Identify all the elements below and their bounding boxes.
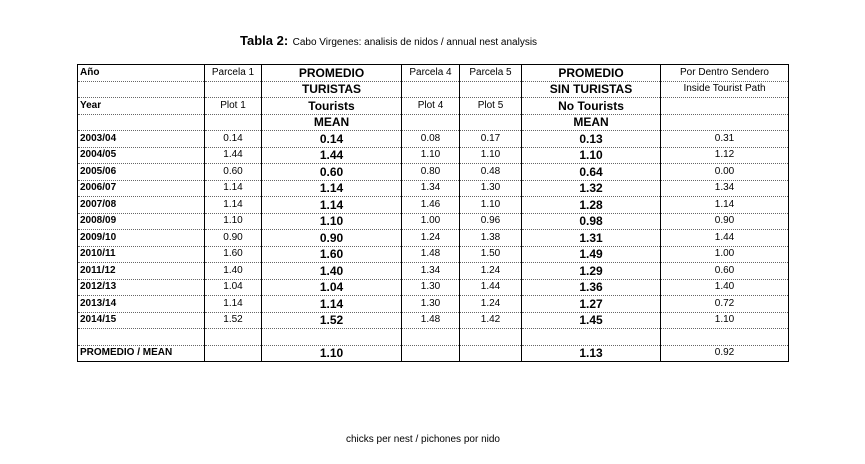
table-row-cell-0: 2014/15 [78, 312, 205, 329]
table-row-cell-6: 1.00 [661, 246, 789, 263]
table-row-cell-1: 1.40 [205, 263, 262, 280]
summary-row-cell-1 [205, 345, 262, 362]
blank-row [78, 329, 789, 346]
table-row-cell-0: 2003/04 [78, 131, 205, 148]
table-row-cell-6: 0.60 [661, 263, 789, 280]
table-row-cell-4: 1.30 [460, 180, 522, 197]
table-row-cell-6: 1.34 [661, 180, 789, 197]
table-row-cell-4: 1.42 [460, 312, 522, 329]
table-row-cell-0: 2013/14 [78, 296, 205, 313]
table-row-cell-6: 1.44 [661, 230, 789, 247]
table-row-cell-1: 1.04 [205, 279, 262, 296]
summary-row-cell-2: 1.10 [262, 345, 402, 362]
summary-row-cell-5: 1.13 [522, 345, 661, 362]
table-row-cell-3: 1.30 [402, 279, 460, 296]
header-row-cell-5: No Tourists [522, 98, 661, 115]
table-row-cell-4: 0.17 [460, 131, 522, 148]
table-row-cell-6: 1.12 [661, 147, 789, 164]
table-title [240, 32, 537, 50]
header-row-cell-5: PROMEDIO [522, 65, 661, 82]
header-row-cell-2: MEAN [262, 114, 402, 131]
header-row-cell-0 [78, 81, 205, 98]
blank-row-cell-1 [205, 329, 262, 346]
summary-row-cell-4 [460, 345, 522, 362]
summary-row-cell-0: PROMEDIO / MEAN [78, 345, 205, 362]
table-title-prefix: Tabla 2: [240, 33, 289, 48]
header-row-cell-4: Parcela 5 [460, 65, 522, 82]
header-row-cell-0: Year [78, 98, 205, 115]
table-row-cell-1: 1.14 [205, 180, 262, 197]
table-row-cell-0: 2011/12 [78, 263, 205, 280]
summary-row-cell-6: 0.92 [661, 345, 789, 362]
table-row-cell-0: 2009/10 [78, 230, 205, 247]
table-row-cell-4: 1.24 [460, 296, 522, 313]
table-row-cell-1: 0.60 [205, 164, 262, 181]
table-row-cell-2: 1.04 [262, 279, 402, 296]
table-row-cell-5: 1.27 [522, 296, 661, 313]
table-row-cell-0: 2008/09 [78, 213, 205, 230]
table-row-cell-2: 1.14 [262, 180, 402, 197]
table-row-cell-5: 1.49 [522, 246, 661, 263]
table-row-cell-0: 2012/13 [78, 279, 205, 296]
header-row [78, 114, 789, 131]
table-row-cell-4: 1.38 [460, 230, 522, 247]
header-row-cell-4 [460, 81, 522, 98]
header-row-cell-0: Año [78, 65, 205, 82]
table-row-cell-2: 1.44 [262, 147, 402, 164]
header-row-cell-2: PROMEDIO [262, 65, 402, 82]
header-row-cell-4: Plot 5 [460, 98, 522, 115]
header-row-cell-5: MEAN [522, 114, 661, 131]
table-row-cell-2: 0.90 [262, 230, 402, 247]
table-row-cell-0: 2007/08 [78, 197, 205, 214]
header-row-cell-4 [460, 114, 522, 131]
table-row-cell-0: 2005/06 [78, 164, 205, 181]
table-row-cell-1: 1.60 [205, 246, 262, 263]
blank-row-cell-6 [661, 329, 789, 346]
table-row-cell-5: 1.29 [522, 263, 661, 280]
blank-row-cell-2 [262, 329, 402, 346]
header-row-cell-5: SIN TURISTAS [522, 81, 661, 98]
table-row-cell-3: 1.24 [402, 230, 460, 247]
table-row-cell-5: 1.10 [522, 147, 661, 164]
blank-row-cell-4 [460, 329, 522, 346]
table-row-cell-3: 1.48 [402, 246, 460, 263]
table-row-cell-2: 1.14 [262, 296, 402, 313]
table-row-cell-4: 0.48 [460, 164, 522, 181]
table-row [78, 279, 789, 296]
table-row-cell-3: 1.10 [402, 147, 460, 164]
nest-analysis-table [77, 64, 789, 362]
header-row-cell-3: Plot 4 [402, 98, 460, 115]
table-row-cell-6: 0.31 [661, 131, 789, 148]
header-row-cell-6 [661, 114, 789, 131]
table-row-cell-6: 0.90 [661, 213, 789, 230]
header-row-cell-1: Plot 1 [205, 98, 262, 115]
table-row-cell-2: 1.40 [262, 263, 402, 280]
table-row-cell-1: 1.14 [205, 296, 262, 313]
header-row-cell-3: Parcela 4 [402, 65, 460, 82]
table-row-cell-3: 0.08 [402, 131, 460, 148]
table-row [78, 263, 789, 280]
table-row-cell-3: 1.00 [402, 213, 460, 230]
header-row-cell-1: Parcela 1 [205, 65, 262, 82]
table-row [78, 197, 789, 214]
table-row [78, 131, 789, 148]
table-row-cell-4: 1.44 [460, 279, 522, 296]
table-row-cell-1: 0.90 [205, 230, 262, 247]
table-row-cell-6: 0.00 [661, 164, 789, 181]
table-row-cell-4: 1.10 [460, 147, 522, 164]
table-row-cell-5: 0.98 [522, 213, 661, 230]
table-row-cell-5: 1.28 [522, 197, 661, 214]
table-row-cell-3: 0.80 [402, 164, 460, 181]
header-row-cell-3 [402, 81, 460, 98]
table-row-cell-3: 1.48 [402, 312, 460, 329]
header-row-cell-2: TURISTAS [262, 81, 402, 98]
table-row-cell-5: 1.32 [522, 180, 661, 197]
blank-row-cell-0 [78, 329, 205, 346]
units-footer: chicks per nest / pichones por nido [346, 434, 500, 445]
header-row-cell-1 [205, 81, 262, 98]
summary-row [78, 345, 789, 362]
table-row-cell-3: 1.46 [402, 197, 460, 214]
header-row-cell-1 [205, 114, 262, 131]
summary-row-cell-3 [402, 345, 460, 362]
header-row-cell-6: Inside Tourist Path [661, 81, 789, 98]
table-row [78, 296, 789, 313]
table-row-cell-0: 2010/11 [78, 246, 205, 263]
table-row-cell-2: 1.10 [262, 213, 402, 230]
header-row-cell-6 [661, 98, 789, 115]
table-row-cell-3: 1.34 [402, 263, 460, 280]
table-row-cell-2: 1.52 [262, 312, 402, 329]
table-row-cell-0: 2006/07 [78, 180, 205, 197]
table-row [78, 312, 789, 329]
blank-row-cell-3 [402, 329, 460, 346]
table-row [78, 246, 789, 263]
table-row-cell-4: 1.50 [460, 246, 522, 263]
table-row-cell-1: 1.52 [205, 312, 262, 329]
table-row-cell-5: 1.31 [522, 230, 661, 247]
header-row-cell-0 [78, 114, 205, 131]
table-row [78, 230, 789, 247]
table-row-cell-6: 1.14 [661, 197, 789, 214]
table-row [78, 147, 789, 164]
header-row [78, 98, 789, 115]
header-row-cell-6: Por Dentro Sendero [661, 65, 789, 82]
table-row-cell-2: 0.14 [262, 131, 402, 148]
blank-row-cell-5 [522, 329, 661, 346]
table-row-cell-3: 1.30 [402, 296, 460, 313]
table-row [78, 213, 789, 230]
table-row-cell-6: 1.40 [661, 279, 789, 296]
table-row-cell-2: 1.14 [262, 197, 402, 214]
table-row-cell-4: 1.24 [460, 263, 522, 280]
table-row-cell-5: 1.45 [522, 312, 661, 329]
table-row-cell-1: 1.44 [205, 147, 262, 164]
table-row-cell-1: 1.14 [205, 197, 262, 214]
table-row [78, 180, 789, 197]
table-row-cell-5: 0.64 [522, 164, 661, 181]
table-row-cell-0: 2004/05 [78, 147, 205, 164]
table-row [78, 164, 789, 181]
table-row-cell-3: 1.34 [402, 180, 460, 197]
table-row-cell-4: 1.10 [460, 197, 522, 214]
header-row-cell-2: Tourists [262, 98, 402, 115]
header-row-cell-3 [402, 114, 460, 131]
table-row-cell-1: 0.14 [205, 131, 262, 148]
table-row-cell-5: 1.36 [522, 279, 661, 296]
table-row-cell-6: 1.10 [661, 312, 789, 329]
header-row [78, 65, 789, 82]
table-row-cell-1: 1.10 [205, 213, 262, 230]
table-row-cell-5: 0.13 [522, 131, 661, 148]
table-row-cell-6: 0.72 [661, 296, 789, 313]
table-row-cell-2: 1.60 [262, 246, 402, 263]
header-row [78, 81, 789, 98]
table-row-cell-4: 0.96 [460, 213, 522, 230]
table-title-text: Cabo Virgenes: analisis de nidos / annual nest analysis [292, 37, 538, 48]
table-row-cell-2: 0.60 [262, 164, 402, 181]
